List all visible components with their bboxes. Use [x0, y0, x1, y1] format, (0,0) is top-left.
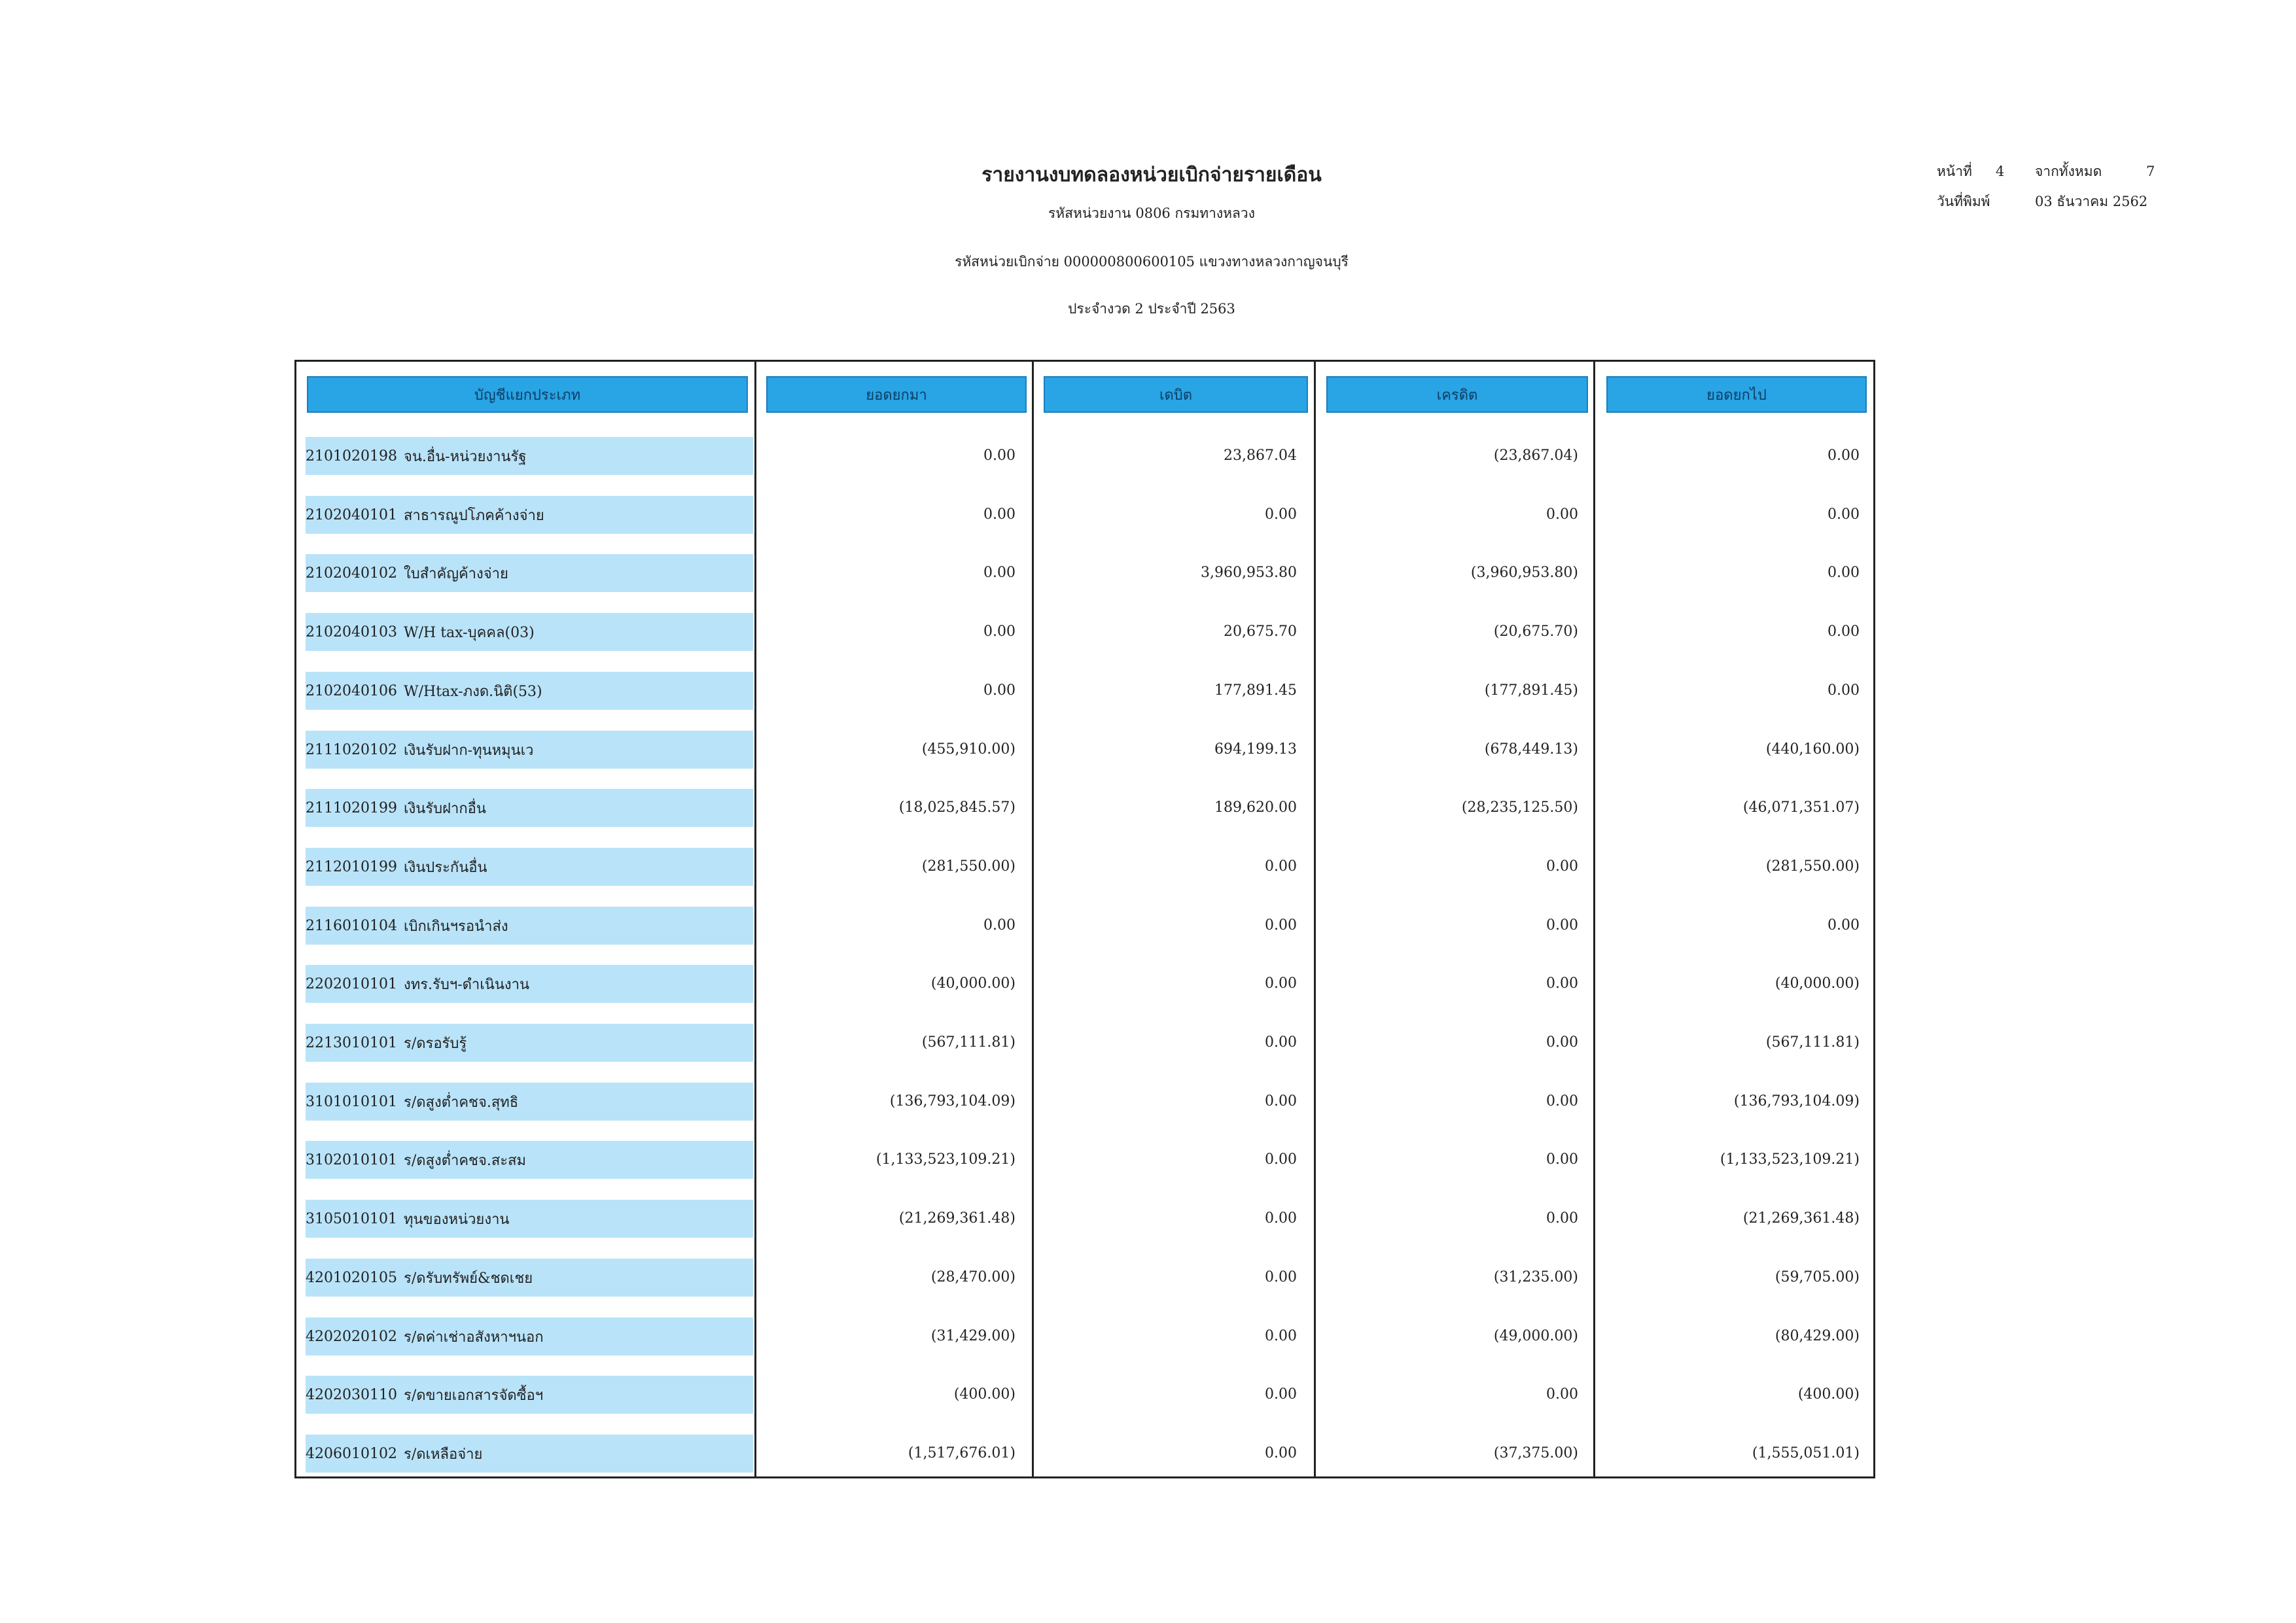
account-cell: [306, 437, 753, 475]
account-cell: [306, 1376, 753, 1414]
debit-cell: 0.00: [1265, 917, 1297, 934]
brought-forward-cell: (136,793,104.09): [889, 1093, 1016, 1109]
carried-forward-cell: (1,555,051.01): [1752, 1445, 1860, 1461]
brought-forward-cell: (281,550.00): [921, 858, 1016, 875]
account-cell: [306, 496, 753, 534]
credit-cell: 0.00: [1546, 1386, 1578, 1403]
account-code: 2111020199: [306, 799, 397, 816]
account-name: งทร.รับฯ-ดำเนินงาน: [404, 976, 529, 993]
carried-forward-cell: (40,000.00): [1775, 975, 1860, 992]
account-name: เงินประกันอื่น: [404, 859, 487, 876]
carried-forward-cell: 0.00: [1828, 506, 1860, 523]
table-row: [296, 1141, 1873, 1183]
carried-forward-cell: (440,160.00): [1765, 741, 1860, 758]
table-row: [296, 496, 1873, 538]
account-name: ทุนของหน่วยงาน: [404, 1211, 510, 1228]
account-cell: [306, 554, 753, 592]
carried-forward-cell: (80,429.00): [1775, 1328, 1860, 1344]
page-number: 4: [1996, 164, 2005, 179]
debit-cell: 0.00: [1265, 1328, 1297, 1344]
account-cell: [306, 1259, 753, 1297]
credit-cell: (678,449.13): [1484, 741, 1578, 758]
table-row: [296, 848, 1873, 890]
brought-forward-cell: (455,910.00): [921, 741, 1016, 758]
account-code: 2102040101: [306, 506, 397, 523]
table-row: [296, 1200, 1873, 1242]
carried-forward-cell: (400.00): [1797, 1386, 1860, 1403]
account-cell: [306, 672, 753, 710]
account-name: W/Htax-ภงด.นิติ(53): [404, 683, 542, 700]
debit-cell: 3,960,953.80: [1201, 565, 1297, 581]
credit-cell: (177,891.45): [1484, 682, 1578, 699]
debit-cell: 189,620.00: [1214, 799, 1297, 816]
table-row: [296, 1259, 1873, 1300]
brought-forward-cell: (28,470.00): [930, 1269, 1016, 1285]
brought-forward-cell: 0.00: [983, 506, 1016, 523]
trial-balance-table: [294, 360, 1875, 1478]
account-name: ร/ดรอรับรู้: [404, 1035, 467, 1052]
credit-cell: 0.00: [1546, 1151, 1578, 1168]
debit-cell: 0.00: [1265, 975, 1297, 992]
credit-cell: (49,000.00): [1493, 1328, 1578, 1344]
table-row: [296, 965, 1873, 1007]
brought-forward-cell: (567,111.81): [921, 1034, 1016, 1051]
account-code: 2202010101: [306, 975, 397, 992]
credit-cell: (3,960,953.80): [1470, 565, 1578, 581]
total-pages: 7: [2146, 164, 2155, 179]
brought-forward-cell: (1,517,676.01): [908, 1445, 1016, 1461]
table-row: [296, 1083, 1873, 1125]
carried-forward-cell: (1,133,523,109.21): [1720, 1151, 1860, 1168]
account-code: 4202030110: [306, 1386, 397, 1403]
table-row: [296, 907, 1873, 949]
credit-cell: 0.00: [1546, 506, 1578, 523]
print-date-label: วันที่พิมพ์: [1937, 194, 1990, 209]
account-code: 2111020102: [306, 741, 397, 758]
account-name: ร/ดสูงต่ำคชจ.สะสม: [404, 1152, 527, 1169]
credit-cell: 0.00: [1546, 858, 1578, 875]
debit-cell: 0.00: [1265, 858, 1297, 875]
credit-cell: (23,867.04): [1493, 447, 1578, 464]
account-cell: [306, 1200, 753, 1238]
table-row: [296, 1435, 1873, 1476]
header-carried-forward: ยอดยกไป: [1606, 376, 1867, 413]
table-row: [296, 672, 1873, 714]
table-row: [296, 1376, 1873, 1418]
debit-cell: 0.00: [1265, 1093, 1297, 1109]
debit-cell: 0.00: [1265, 1269, 1297, 1285]
account-cell: [306, 1024, 753, 1062]
total-label: จากทั้งหมด: [2035, 164, 2102, 179]
brought-forward-cell: (31,429.00): [930, 1328, 1016, 1344]
debit-cell: 694,199.13: [1214, 741, 1297, 758]
brought-forward-cell: (21,269,361.48): [898, 1210, 1016, 1227]
debit-cell: 20,675.70: [1224, 623, 1297, 640]
account-code: 4202020102: [306, 1328, 397, 1345]
credit-cell: 0.00: [1546, 975, 1578, 992]
carried-forward-cell: (46,071,351.07): [1742, 799, 1860, 816]
account-cell: [306, 1435, 753, 1473]
account-cell: [306, 907, 753, 945]
carried-forward-cell: (136,793,104.09): [1733, 1093, 1860, 1109]
brought-forward-cell: 0.00: [983, 623, 1016, 640]
debit-cell: 0.00: [1265, 1445, 1297, 1461]
account-code: 2102040102: [306, 565, 397, 582]
account-cell: [306, 613, 753, 651]
table-row: [296, 731, 1873, 773]
print-date-info: [1937, 191, 2147, 213]
debit-cell: 0.00: [1265, 1151, 1297, 1168]
account-name: ร/ดรับทรัพย์&ชดเชย: [404, 1270, 533, 1287]
carried-forward-cell: (567,111.81): [1765, 1034, 1860, 1051]
account-name: ใบสำคัญค้างจ่าย: [404, 565, 508, 582]
debit-cell: 23,867.04: [1224, 447, 1297, 464]
credit-cell: 0.00: [1546, 1093, 1578, 1109]
table-row: [296, 613, 1873, 655]
account-code: 4201020105: [306, 1269, 397, 1286]
carried-forward-cell: 0.00: [1828, 565, 1860, 581]
account-name: ร/ดค่าเช่าอสังหาฯนอก: [404, 1329, 544, 1346]
account-code: 2213010101: [306, 1034, 397, 1051]
account-code: 4206010102: [306, 1445, 397, 1462]
account-cell: [306, 789, 753, 827]
account-cell: [306, 1083, 753, 1121]
brought-forward-cell: 0.00: [983, 447, 1016, 464]
brought-forward-cell: (400.00): [953, 1386, 1016, 1403]
account-code: 2102040103: [306, 623, 397, 640]
brought-forward-cell: 0.00: [983, 917, 1016, 934]
account-name: ร/ดขายเอกสารจัดซื้อฯ: [404, 1387, 544, 1404]
brought-forward-cell: (40,000.00): [930, 975, 1016, 992]
debit-cell: 0.00: [1265, 506, 1297, 523]
table-row: [296, 1318, 1873, 1359]
table-row: [296, 789, 1873, 831]
account-name: สาธารณูปโภคค้างจ่าย: [404, 507, 544, 524]
account-code: 2112010199: [306, 858, 397, 875]
debit-cell: 0.00: [1265, 1034, 1297, 1051]
credit-cell: (37,375.00): [1493, 1445, 1578, 1461]
credit-cell: (28,235,125.50): [1461, 799, 1578, 816]
print-date: 03 ธันวาคม 2562: [2035, 194, 2148, 209]
account-name: W/H tax-บุคคล(03): [404, 624, 535, 641]
credit-cell: (31,235.00): [1493, 1269, 1578, 1285]
brought-forward-cell: 0.00: [983, 565, 1016, 581]
carried-forward-cell: 0.00: [1828, 623, 1860, 640]
account-cell: [306, 1141, 753, 1179]
period-line: ประจำงวด 2 ประจำปี 2563: [1068, 301, 1235, 317]
brought-forward-cell: 0.00: [983, 682, 1016, 699]
credit-cell: 0.00: [1546, 917, 1578, 934]
account-cell: [306, 731, 753, 769]
header-account: บัญชีแยกประเภท: [307, 376, 748, 413]
table-row: [296, 437, 1873, 479]
account-cell: [306, 1318, 753, 1355]
account-code: 2102040106: [306, 682, 397, 699]
carried-forward-cell: (21,269,361.48): [1742, 1210, 1860, 1227]
header-debit: เดบิต: [1044, 376, 1308, 413]
debit-cell: 177,891.45: [1214, 682, 1297, 699]
credit-cell: 0.00: [1546, 1034, 1578, 1051]
account-code: 2101020198: [306, 447, 397, 464]
carried-forward-cell: 0.00: [1828, 447, 1860, 464]
account-name: เงินรับฝากอื่น: [404, 800, 486, 817]
page-info: [1937, 161, 2179, 183]
page-label: หน้าที่: [1937, 164, 1972, 179]
credit-cell: 0.00: [1546, 1210, 1578, 1227]
agency-line: รหัสหน่วยงาน 0806 กรมทางหลวง: [1048, 205, 1255, 221]
account-name: ร/ดเหลือจ่าย: [404, 1446, 483, 1463]
header-brought-forward: ยอดยกมา: [766, 376, 1027, 413]
debit-cell: 0.00: [1265, 1210, 1297, 1227]
carried-forward-cell: 0.00: [1828, 917, 1860, 934]
table-row: [296, 1024, 1873, 1066]
report-title: รายงานงบทดลองหน่วยเบิกจ่ายรายเดือน: [981, 164, 1322, 186]
debit-cell: 0.00: [1265, 1386, 1297, 1403]
account-code: 3101010101: [306, 1093, 397, 1110]
account-name: เบิกเกินฯรอนำส่ง: [404, 918, 508, 935]
account-code: 3105010101: [306, 1210, 397, 1227]
account-code: 2116010104: [306, 917, 397, 934]
brought-forward-cell: (1,133,523,109.21): [875, 1151, 1016, 1168]
header-credit: เครดิต: [1326, 376, 1588, 413]
brought-forward-cell: (18,025,845.57): [898, 799, 1016, 816]
carried-forward-cell: 0.00: [1828, 682, 1860, 699]
account-cell: [306, 965, 753, 1003]
account-cell: [306, 848, 753, 886]
account-name: เงินรับฝาก-ทุนหมุนเว: [404, 742, 534, 759]
credit-cell: (20,675.70): [1493, 623, 1578, 640]
account-name: จน.อื่น-หน่วยงานรัฐ: [404, 448, 527, 465]
disbursing-unit-line: รหัสหน่วยเบิกจ่าย 000000800600105 แขวงทางหลวงกาญจนบุรี: [955, 254, 1349, 270]
carried-forward-cell: (59,705.00): [1775, 1269, 1860, 1285]
table-row: [296, 554, 1873, 596]
account-name: ร/ดสูงต่ำคชจ.สุทธิ: [404, 1094, 519, 1111]
carried-forward-cell: (281,550.00): [1765, 858, 1860, 875]
account-code: 3102010101: [306, 1151, 397, 1168]
